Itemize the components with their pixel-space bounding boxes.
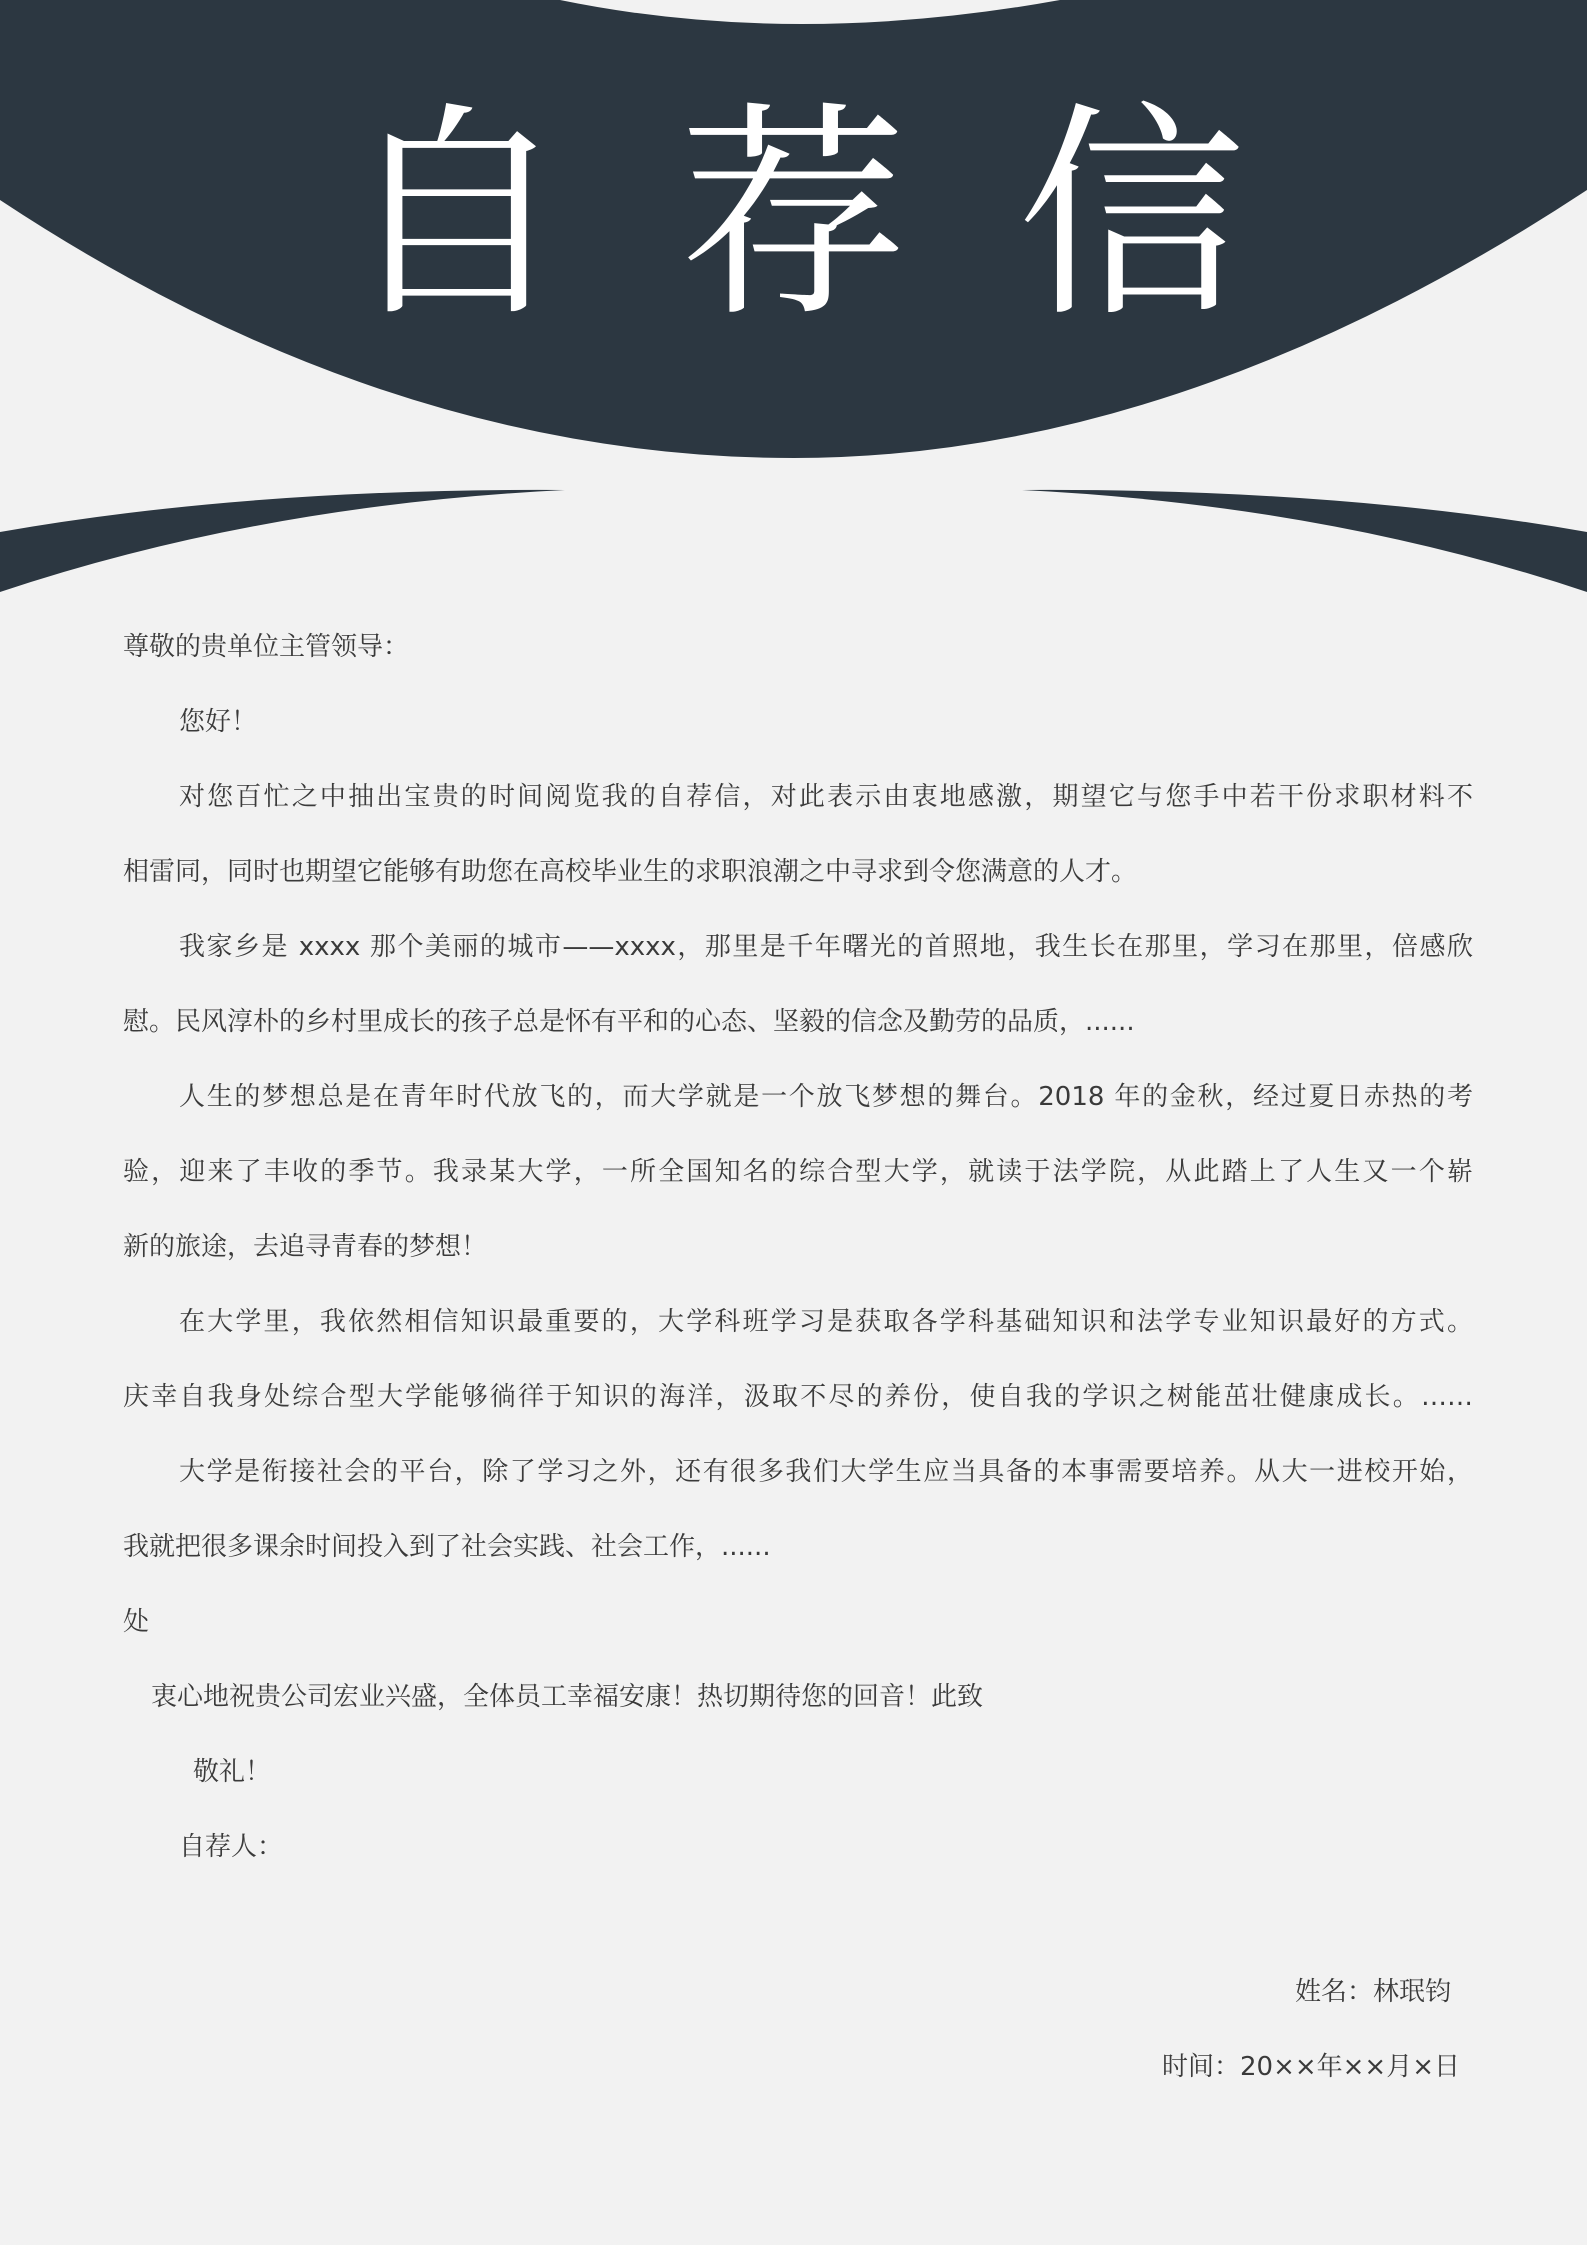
paragraph-line: 验，迎来了丰收的季节。我录某大学，一所全国知名的综合型大学，就读于法学院，从此踏上了人生又一个崭 (123, 1157, 1473, 1187)
right-swoosh (1022, 490, 1587, 592)
paragraph-line: 在大学里，我依然相信知识最重要的，大学科班学习是获取各学科基础知识和法学专业知识最好的方式。 (179, 1307, 1473, 1337)
salutation: 尊敬的贵单位主管领导： (123, 632, 410, 662)
paragraph-line: 我家乡是 xxxx 那个美丽的城市——xxxx，那里是千年曙光的首照地，我生长在那里，学习在那里，倍感欣 (179, 932, 1473, 962)
greeting: 您好！ (179, 707, 258, 737)
letter-body (123, 610, 1473, 1885)
regards-line: 敬礼！ (193, 1757, 272, 1787)
paragraph-line: 对您百忙之中抽出宝贵的时间阅览我的自荐信，对此表示由衷地感激，期望它与您手中若干份求职材料不 (179, 782, 1473, 812)
paragraph-line: 新的旅途，去追寻青春的梦想！ (123, 1232, 488, 1262)
left-swoosh (0, 490, 565, 592)
signature-name: 姓名：林珉钧 (1294, 1977, 1451, 2007)
paragraph-line: 慰。民风淳朴的乡村里成长的孩子总是怀有平和的心态、坚毅的信念及勤劳的品质，...... (123, 1007, 1135, 1037)
signature-date: 时间：20××年××月×日 (1161, 2052, 1460, 2082)
paragraph-line: 人生的梦想总是在青年时代放飞的，而大学就是一个放飞梦想的舞台。2018 年的金秋，经过夏日赤热的考 (179, 1082, 1473, 1112)
recommender-label: 自荐人： (179, 1832, 284, 1862)
signature-block (1162, 1955, 1460, 2105)
paragraph-line: 庆幸自我身处综合型大学能够徜徉于知识的海洋，汲取不尽的养份，使自我的学识之树能茁壮健康成长。…… (123, 1382, 1473, 1412)
paragraph-line: 我就把很多课余时间投入到了社会实践、社会工作，...... (123, 1532, 771, 1562)
page-title: 自荐信 (341, 82, 1356, 348)
paragraph-line: 相雷同，同时也期望它能够有助您在高校毕业生的求职浪潮之中寻求到令您满意的人才。 (123, 857, 1138, 887)
wishes-line: 衷心地祝贵公司宏业兴盛，全体员工幸福安康！热切期待您的回音！此致 (151, 1682, 984, 1712)
stray-line: 处 (123, 1607, 150, 1637)
paragraph-line: 大学是衔接社会的平台，除了学习之外，还有很多我们大学生应当具备的本事需要培养。从大一进校开始， (179, 1457, 1473, 1487)
